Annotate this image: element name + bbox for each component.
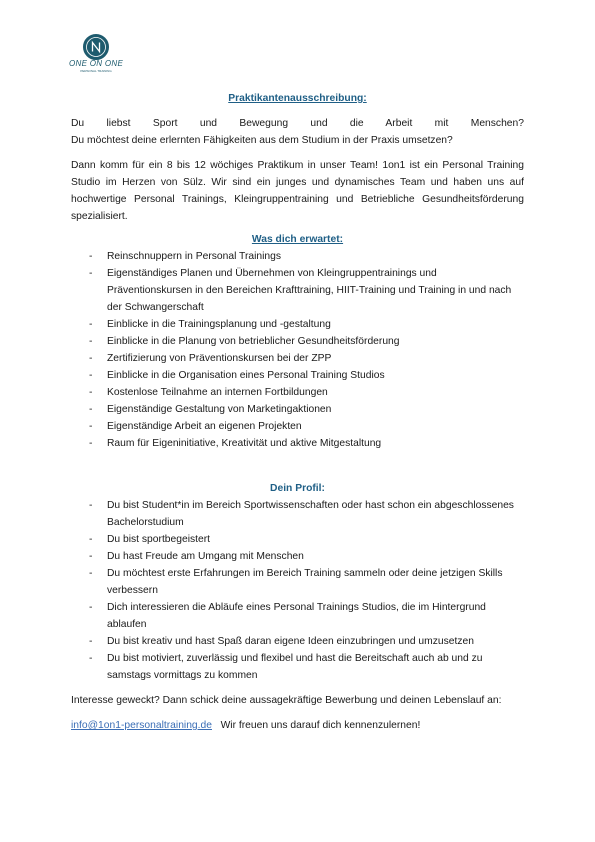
document-body xyxy=(71,90,524,734)
n-circle-logo-icon xyxy=(83,34,109,60)
list-item: - Einblicke in die Planung von betrieblicher Gesundheitsförderung xyxy=(71,333,524,350)
list-item: - Raum für Eigeninitiative, Kreativität und aktive Mitgestaltung xyxy=(71,435,524,452)
email-link[interactable]: info@1on1-personaltraining.de xyxy=(71,720,212,731)
list-item: - Eigenständige Gestaltung von Marketingaktionen xyxy=(71,401,524,418)
contact-message: Wir freuen uns darauf dich kennenzulernen! xyxy=(220,720,421,731)
logo-text: ONE ON ONE xyxy=(69,59,124,68)
list-item: - Reinschnuppern in Personal Trainings xyxy=(71,248,524,265)
list-item: - Kostenlose Teilnahme an internen Fortbildungen xyxy=(71,384,524,401)
contact-line xyxy=(71,717,524,734)
expect-list xyxy=(71,248,524,452)
list-item: - Dich interessieren die Abläufe eines Personal Trainings Studios, die im Hintergrund ablaufen xyxy=(71,599,524,633)
list-item: - Einblicke in die Organisation eines Personal Training Studios xyxy=(71,367,524,384)
list-item: - Eigenständiges Planen und Übernehmen von Kleingruppentrainings und Präventionskursen in den Bereichen Krafttraining, HIIT-Training und Training in und nach der Schwangerschaft xyxy=(71,265,524,316)
description-paragraph: Dann komm für ein 8 bis 12 wöchiges Praktikum in unser Team! 1on1 ist ein Personal Training Studio im Herzen von Sülz. Wir sind ein junges und dynamisches Team und haben uns auf hochwertige Personal Trainings, Kleingruppentraining und Betriebliche Gesundheitsförderung spezialisiert. xyxy=(71,160,524,222)
closing-paragraph: Interesse geweckt? Dann schick deine aussagekräftige Bewerbung und deinen Lebenslauf an: xyxy=(71,695,502,706)
list-item: - Zertifizierung von Präventionskursen bei der ZPP xyxy=(71,350,524,367)
logo-subtext: PERSONAL TRAINING xyxy=(80,69,112,73)
list-item: - Du bist kreativ und hast Spaß daran eigene Ideen einzubringen und umzusetzen xyxy=(71,633,524,650)
intro-line-1: Du liebst Sport und Bewegung und die Arbeit mit Menschen? xyxy=(71,118,524,129)
profile-list xyxy=(71,497,524,684)
list-item: - Du bist sportbegeistert xyxy=(71,531,524,548)
list-item: - Du bist motiviert, zuverlässig und flexibel und hast die Bereitschaft auch ab und zu samstags vormittags zu kommen xyxy=(71,650,524,684)
profile-heading: Dein Profil: xyxy=(270,483,325,494)
list-item: - Du bist Student*in im Bereich Sportwissenschaften oder hast schon ein abgeschlossenes Bachelorstudium xyxy=(71,497,524,531)
list-item: - Du möchtest erste Erfahrungen im Bereich Training sammeln oder deine jetzigen Skills verbessern xyxy=(71,565,524,599)
page-title: Praktikantenausschreibung: xyxy=(228,93,367,104)
company-logo xyxy=(69,34,123,78)
expect-heading: Was dich erwartet: xyxy=(251,234,344,245)
list-item: - Du hast Freude am Umgang mit Menschen xyxy=(71,548,524,565)
list-item: - Einblicke in die Trainingsplanung und -gestaltung xyxy=(71,316,524,333)
list-item: - Eigenständige Arbeit an eigenen Projekten xyxy=(71,418,524,435)
intro-line-2: Du möchtest deine erlernten Fähigkeiten aus dem Studium in der Praxis umsetzen? xyxy=(71,135,453,146)
